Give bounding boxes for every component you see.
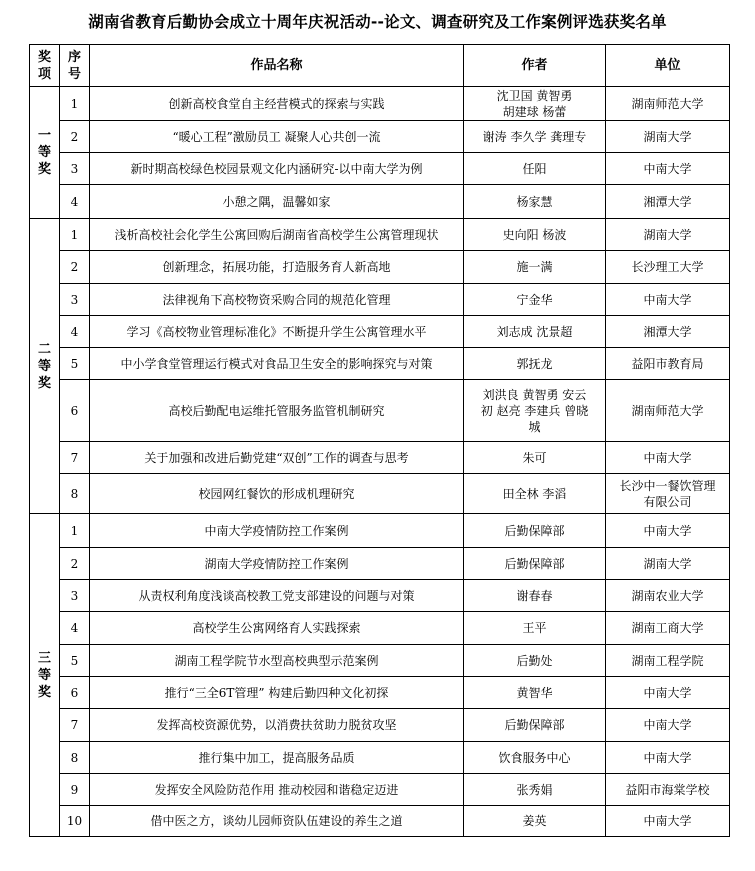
unit-line: 湘潭大学 xyxy=(643,194,692,209)
unit-cell xyxy=(606,380,730,442)
author-line: 刘洪良 黄智勇 安云 xyxy=(482,387,587,402)
author-cell xyxy=(464,612,606,645)
table-row xyxy=(30,645,730,677)
author-cell xyxy=(464,219,606,251)
author-cell xyxy=(464,185,606,219)
table-row xyxy=(30,251,730,284)
row-number: 3 xyxy=(60,153,90,185)
author-line: 田全林 李滔 xyxy=(502,486,567,501)
unit-line: 中南大学 xyxy=(643,450,692,465)
author-cell xyxy=(464,709,606,742)
unit-line: 湖南农业大学 xyxy=(631,588,704,603)
author-cell xyxy=(464,153,606,185)
author-cell xyxy=(464,121,606,153)
author-line: 谢春春 xyxy=(516,588,553,603)
award-table-body xyxy=(30,87,730,837)
row-number: 2 xyxy=(60,251,90,284)
author-line: 初 赵亮 李建兵 曾晓 xyxy=(480,403,589,418)
row-number: 9 xyxy=(60,774,90,806)
header-unit: 单位 xyxy=(606,45,730,87)
table-row xyxy=(30,580,730,612)
author-line: 史向阳 杨波 xyxy=(502,227,567,242)
unit-line: 中南大学 xyxy=(643,718,692,732)
unit-cell xyxy=(606,474,730,514)
work-title: 法律视角下高校物资采购合同的规范化管理 xyxy=(90,284,464,316)
row-number: 10 xyxy=(60,806,90,837)
work-title: 校园网红餐饮的形成机理研究 xyxy=(90,474,464,514)
award-category-label: 二等奖 xyxy=(37,341,51,391)
author-cell xyxy=(464,742,606,774)
unit-line: 湘潭大学 xyxy=(643,324,692,339)
row-number: 8 xyxy=(60,742,90,774)
unit-cell xyxy=(606,514,730,548)
award-category-label: 一等奖 xyxy=(37,128,51,177)
unit-cell xyxy=(606,348,730,380)
table-row xyxy=(30,548,730,580)
work-title: 关于加强和改进后勤党建“双创”工作的调查与思考 xyxy=(90,442,464,474)
author-line: 王平 xyxy=(522,621,547,635)
work-title: 湖南工程学院节水型高校典型示范案例 xyxy=(90,645,464,677)
table-row xyxy=(30,774,730,806)
unit-cell xyxy=(606,87,730,121)
unit-line: 长沙理工大学 xyxy=(631,260,704,274)
work-title: 湖南大学疫情防控工作案例 xyxy=(90,548,464,580)
author-cell xyxy=(464,548,606,580)
row-number: 4 xyxy=(60,316,90,348)
work-title: 推行集中加工，提高服务品质 xyxy=(90,742,464,774)
work-title: 发挥安全风险防范作用 推动校园和谐稳定迈进 xyxy=(90,774,464,806)
row-number: 5 xyxy=(60,645,90,677)
table-row xyxy=(30,612,730,645)
table-row xyxy=(30,742,730,774)
work-title: 借中医之方，谈幼儿园师资队伍建设的养生之道 xyxy=(90,806,464,837)
author-cell xyxy=(464,87,606,121)
work-title: 发挥高校资源优势，以消费扶贫助力脱贫攻坚 xyxy=(90,709,464,742)
row-number: 1 xyxy=(60,514,90,548)
unit-line: 中南大学 xyxy=(643,523,692,538)
table-row xyxy=(30,677,730,709)
unit-line: 有限公司 xyxy=(643,494,692,509)
unit-cell xyxy=(606,284,730,316)
author-line: 后勤保障部 xyxy=(504,523,565,538)
unit-cell xyxy=(606,251,730,284)
unit-line: 湖南师范大学 xyxy=(631,403,704,418)
work-title: 浅析高校社会化学生公寓回购后湖南省高校学生公寓管理现状 xyxy=(90,219,464,251)
unit-cell xyxy=(606,580,730,612)
row-number: 4 xyxy=(60,612,90,645)
author-cell xyxy=(464,580,606,612)
row-number: 3 xyxy=(60,284,90,316)
page-title: 湖南省教育后勤协会成立十周年庆祝活动--论文、调查研究及工作案例评选获奖名单 xyxy=(88,13,667,31)
unit-line: 湖南大学 xyxy=(643,227,692,242)
row-number: 6 xyxy=(60,380,90,442)
work-title: 高校学生公寓网络育人实践探索 xyxy=(90,612,464,645)
unit-cell xyxy=(606,316,730,348)
row-number: 2 xyxy=(60,121,90,153)
unit-line: 中南大学 xyxy=(643,750,692,765)
author-line: 郭抚龙 xyxy=(516,356,553,371)
unit-line: 中南大学 xyxy=(643,685,692,700)
author-line: 任阳 xyxy=(522,161,547,176)
author-cell xyxy=(464,774,606,806)
author-line: 后勤处 xyxy=(516,653,553,668)
award-table xyxy=(29,44,730,837)
unit-line: 中南大学 xyxy=(643,161,692,176)
row-number: 8 xyxy=(60,474,90,514)
table-row xyxy=(30,348,730,380)
author-line: 黄智华 xyxy=(516,685,553,700)
unit-line: 湖南工程学院 xyxy=(631,653,704,668)
table-header-row xyxy=(30,45,730,87)
work-title: 小憩之隅，温馨如家 xyxy=(90,185,464,219)
header-work: 作品名称 xyxy=(90,45,464,87)
unit-line: 湖南工商大学 xyxy=(631,621,704,635)
work-title: 学习《高校物业管理标准化》不断提升学生公寓管理水平 xyxy=(90,316,464,348)
unit-cell xyxy=(606,645,730,677)
author-cell xyxy=(464,284,606,316)
table-row xyxy=(30,219,730,251)
unit-cell xyxy=(606,219,730,251)
author-line: 胡建球 杨蕾 xyxy=(502,104,567,119)
unit-line: 益阳市海棠学校 xyxy=(625,782,710,797)
work-title: 创新理念，拓展功能，打造服务育人新高地 xyxy=(90,251,464,284)
row-number: 4 xyxy=(60,185,90,219)
author-cell xyxy=(464,474,606,514)
work-title: 从责权利角度浅谈高校教工党支部建设的问题与对策 xyxy=(90,580,464,612)
table-row xyxy=(30,514,730,548)
work-title: 新时期高校绿色校园景观文化内涵研究-以中南大学为例 xyxy=(90,153,464,185)
unit-cell xyxy=(606,153,730,185)
award-category-label: 三等奖 xyxy=(37,650,51,700)
author-line: 朱可 xyxy=(522,450,547,465)
table-row xyxy=(30,442,730,474)
author-line: 张秀娟 xyxy=(516,782,553,797)
author-line: 宁金华 xyxy=(516,292,553,307)
unit-cell xyxy=(606,612,730,645)
unit-line: 湖南大学 xyxy=(643,556,692,571)
row-number: 1 xyxy=(60,87,90,121)
unit-cell xyxy=(606,548,730,580)
author-line: 沈卫国 黄智勇 xyxy=(496,88,573,103)
work-title: 创新高校食堂自主经营模式的探索与实践 xyxy=(90,87,464,121)
unit-cell xyxy=(606,185,730,219)
row-number: 5 xyxy=(60,348,90,380)
table-row xyxy=(30,87,730,121)
author-line: 饮食服务中心 xyxy=(498,750,571,765)
unit-cell xyxy=(606,806,730,837)
unit-line: 中南大学 xyxy=(643,814,692,828)
author-line: 后勤保障部 xyxy=(504,556,565,571)
unit-cell xyxy=(606,774,730,806)
table-row xyxy=(30,806,730,837)
table-row xyxy=(30,709,730,742)
author-cell xyxy=(464,251,606,284)
author-line: 杨家慧 xyxy=(516,194,553,209)
unit-cell xyxy=(606,442,730,474)
table-row xyxy=(30,380,730,442)
author-cell xyxy=(464,348,606,380)
unit-cell xyxy=(606,677,730,709)
row-number: 7 xyxy=(60,709,90,742)
header-author: 作者 xyxy=(464,45,606,87)
author-line: 谢涛 李久学 龚理专 xyxy=(482,129,587,144)
row-number: 7 xyxy=(60,442,90,474)
author-cell xyxy=(464,806,606,837)
award-category xyxy=(30,219,60,514)
header-number: 序 号 xyxy=(60,45,90,87)
unit-line: 湖南大学 xyxy=(643,129,692,144)
award-category xyxy=(30,87,60,219)
table-row xyxy=(30,316,730,348)
row-number: 1 xyxy=(60,219,90,251)
table-row xyxy=(30,185,730,219)
table-row xyxy=(30,284,730,316)
award-category xyxy=(30,514,60,837)
author-cell xyxy=(464,645,606,677)
table-row xyxy=(30,153,730,185)
unit-line: 长沙中一餐饮管理 xyxy=(619,478,716,493)
unit-line: 湖南师范大学 xyxy=(631,96,704,111)
author-cell xyxy=(464,514,606,548)
author-cell xyxy=(464,442,606,474)
author-cell xyxy=(464,380,606,442)
table-row xyxy=(30,474,730,514)
work-title: 中南大学疫情防控工作案例 xyxy=(90,514,464,548)
work-title: 推行“三全6T管理” 构建后勤四种文化初探 xyxy=(90,677,464,709)
row-number: 2 xyxy=(60,548,90,580)
author-cell xyxy=(464,677,606,709)
author-cell xyxy=(464,316,606,348)
work-title: 中小学食堂管理运行模式对食品卫生安全的影响探究与对策 xyxy=(90,348,464,380)
unit-cell xyxy=(606,742,730,774)
author-line: 后勤保障部 xyxy=(504,718,565,732)
author-line: 刘志成 沈景超 xyxy=(496,324,573,339)
author-line: 城 xyxy=(528,419,541,434)
table-row xyxy=(30,121,730,153)
author-line: 姜英 xyxy=(522,814,547,828)
work-title: 高校后勤配电运维托管服务监管机制研究 xyxy=(90,380,464,442)
row-number: 3 xyxy=(60,580,90,612)
unit-line: 益阳市教育局 xyxy=(631,356,704,371)
header-category: 奖 项 xyxy=(30,45,60,87)
row-number: 6 xyxy=(60,677,90,709)
unit-cell xyxy=(606,121,730,153)
unit-line: 中南大学 xyxy=(643,292,692,307)
work-title: “暖心工程”激励员工 凝聚人心共创一流 xyxy=(90,121,464,153)
unit-cell xyxy=(606,709,730,742)
author-line: 施一满 xyxy=(516,260,553,274)
